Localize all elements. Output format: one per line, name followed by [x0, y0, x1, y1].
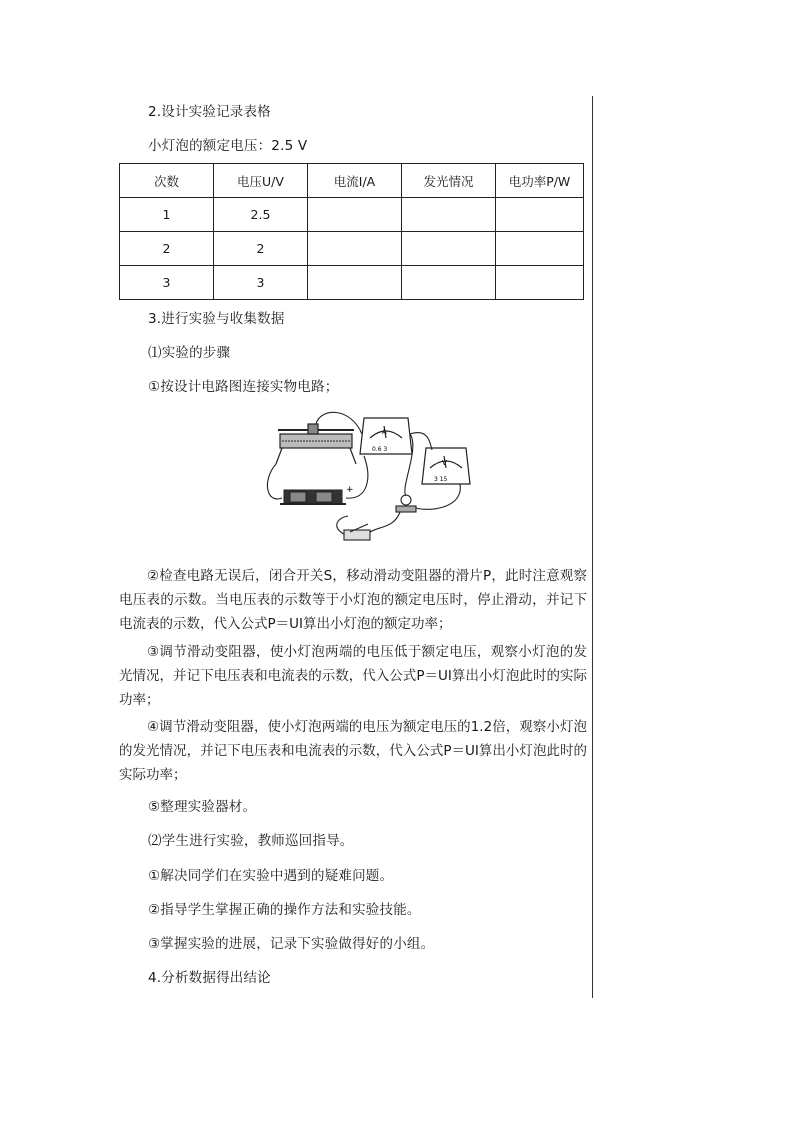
guidance-2: ②指导学生掌握正确的操作方法和实验技能。: [148, 902, 421, 918]
header-voltage: 电压U/V: [214, 164, 308, 198]
bulb-icon: [396, 495, 416, 512]
section-4-heading: 4.分析数据得出结论: [148, 970, 271, 986]
guidance-subheading: ⑵学生进行实验，教师巡回指导。: [148, 833, 354, 849]
step-3: ③调节滑动变阻器，使小灯泡两端的电压低于额定电压，观察小灯泡的发光情况，并记下电压表和电流表的示数，代入公式P＝UI算出小灯泡此时的实际功率；: [119, 644, 587, 708]
record-table: [119, 163, 584, 300]
cell-power: [496, 232, 584, 266]
rheostat-icon: [276, 424, 356, 464]
table-row: [120, 232, 584, 266]
guidance-3: ③掌握实验的进展，记录下实验做得好的小组。: [148, 936, 435, 952]
table-header-row: [120, 164, 584, 198]
circuit-diagram: [260, 408, 472, 548]
cell-voltage: 2.5: [214, 198, 308, 232]
header-current: 电流I/A: [308, 164, 402, 198]
header-count: 次数: [120, 164, 214, 198]
cell-brightness: [402, 266, 496, 300]
table-row: [120, 198, 584, 232]
step-4: ④调节滑动变阻器，使小灯泡两端的电压为额定电压的1.2倍，观察小灯泡的发光情况，并记下电压表和电流表的示数，代入公式P＝UI算出小灯泡此时的实际功率；: [119, 719, 587, 783]
rated-voltage-text: 小灯泡的额定电压：2.5 V: [148, 138, 308, 154]
cell-count: 1: [120, 198, 214, 232]
cell-current: [308, 266, 402, 300]
cell-brightness: [402, 232, 496, 266]
battery-plus-label: +: [346, 485, 354, 495]
step-1: ①按设计电路图连接实物电路；: [148, 379, 339, 395]
section-2-heading: 2.设计实验记录表格: [148, 104, 271, 120]
battery-icon: [280, 490, 346, 504]
table-row: [120, 266, 584, 300]
cell-brightness: [402, 198, 496, 232]
section-3-heading: 3.进行实验与收集数据: [148, 311, 285, 327]
step-5: ⑤整理实验器材。: [148, 799, 257, 815]
ammeter-symbol: A: [382, 428, 387, 436]
switch-icon: [344, 524, 370, 540]
header-brightness: 发光情况: [402, 164, 496, 198]
voltmeter-range: 3 15: [434, 476, 448, 483]
cell-current: [308, 232, 402, 266]
voltmeter-symbol: V: [442, 459, 447, 467]
cell-power: [496, 266, 584, 300]
cell-power: [496, 198, 584, 232]
cell-voltage: 2: [214, 232, 308, 266]
header-power: 电功率P/W: [496, 164, 584, 198]
cell-current: [308, 198, 402, 232]
guidance-1: ①解决同学们在实验中遇到的疑难问题。: [148, 868, 394, 884]
step-2: ②检查电路无误后，闭合开关S，移动滑动变阻器的滑片P，此时注意观察电压表的示数。当电压表的示数等于小灯泡的额定电压时，停止滑动，并记下电流表的示数，代入公式P＝UI算出小灯泡的额定功率；: [119, 568, 587, 632]
margin-line: [592, 96, 593, 998]
cell-count: 3: [120, 266, 214, 300]
ammeter-range: 0.6 3: [372, 446, 388, 453]
cell-count: 2: [120, 232, 214, 266]
steps-subheading: ⑴实验的步骤: [148, 345, 231, 361]
cell-voltage: 3: [214, 266, 308, 300]
